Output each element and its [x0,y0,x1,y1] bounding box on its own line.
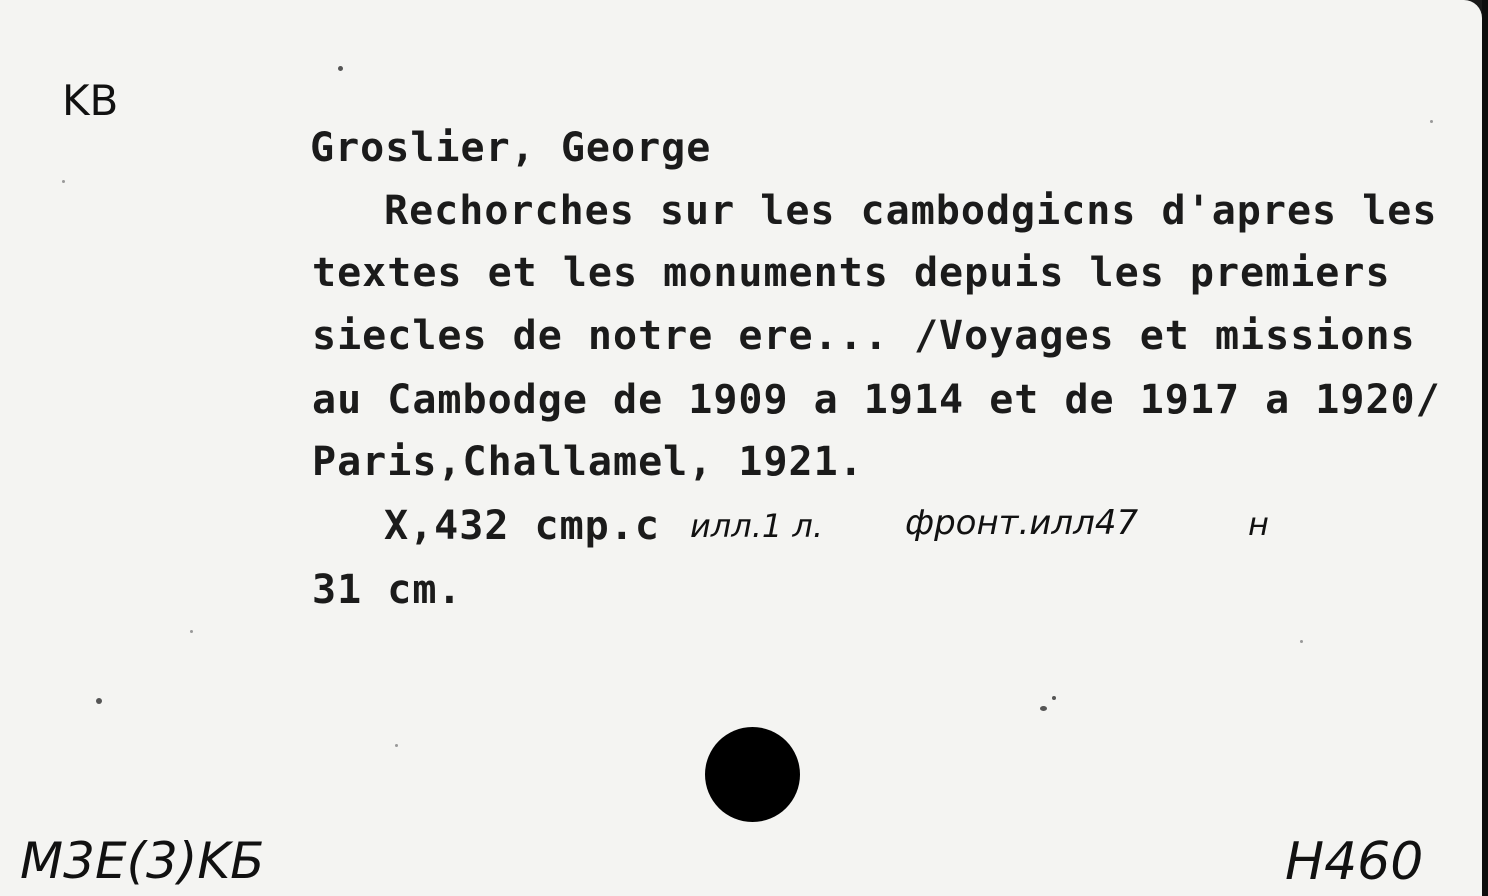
speck [1040,706,1047,711]
speck [338,66,343,71]
corner-mark: KB [62,76,119,125]
punch-hole [705,727,800,822]
speck [1052,696,1056,700]
speck [96,698,102,704]
speck [395,744,398,747]
speck [1430,120,1433,123]
title-line-4: au Cambodge de 1909 a 1914 et de 1917 a 1920/ [312,377,1441,423]
title-line-2: textes et les monuments depuis les premiers [312,250,1391,296]
imprint-line: Paris,Challamel, 1921. [312,439,864,485]
speck [62,180,65,183]
shelfmark-left: M3E(3)KБ [20,832,265,890]
size-line: 31 cm. [312,567,463,613]
collation-handwritten-2: фронт.илл47 [905,503,1139,543]
speck [190,630,193,633]
collation-handwritten-1: илл.1 л. [690,507,824,545]
collation-typed: X,432 cmp.c [384,503,660,549]
collation-handwritten-3: н [1248,505,1269,543]
speck [1300,640,1303,643]
title-line-3: siecles de notre ere... /Voyages et missions [312,313,1416,359]
title-line-1: Rechorches sur les cambodgicns d'apres les [384,188,1438,234]
shelfmark-right: H460 [1285,832,1424,892]
card-edge-shadow [1482,0,1488,896]
author-line: Groslier, George [310,125,712,171]
